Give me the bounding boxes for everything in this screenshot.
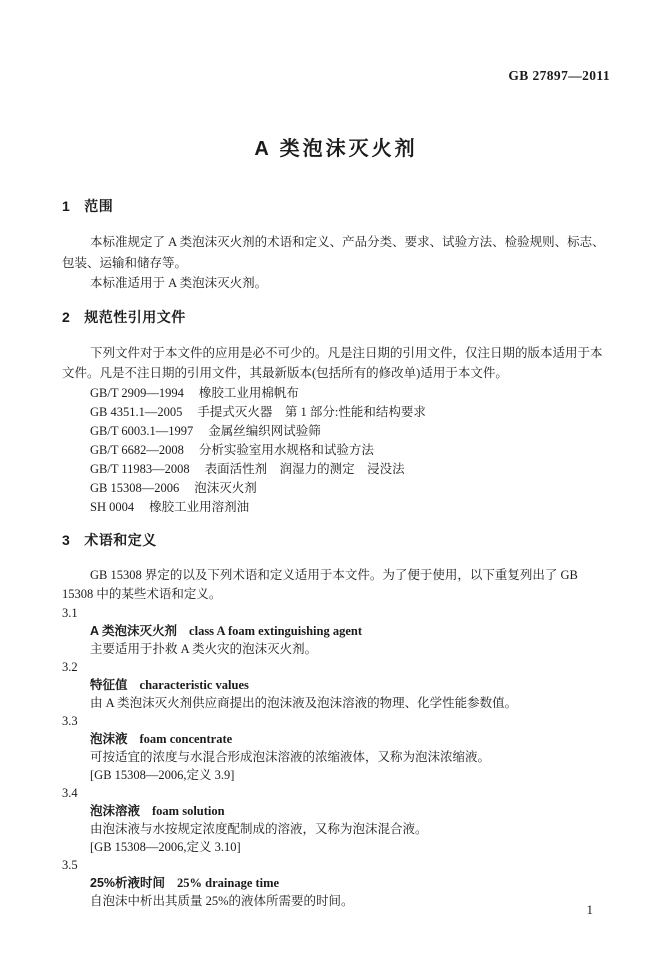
definition-body: 由泡沫液与水按规定浓度配制成的溶液，又称为泡沫混合液。 <box>90 821 428 836</box>
reference-title: 橡胶工业用棉帆布 <box>198 385 299 400</box>
section-number: 1 <box>62 198 71 214</box>
section-terms-definitions <box>62 530 610 910</box>
definition-body: 自泡沫中析出其质量 25%的液体所需要的时间。 <box>90 893 354 908</box>
term-chinese: 特征值 <box>90 677 128 692</box>
definition-source: [GB 15308—2006,定义 3.10] <box>90 839 241 854</box>
document-title: A 类泡沫灭火剂 <box>254 138 418 160</box>
section-terms-heading <box>62 530 610 550</box>
section-title: 范围 <box>84 198 114 214</box>
section-number: 2 <box>62 308 71 325</box>
term-english: characteristic values <box>139 677 249 692</box>
section-title: 术语和定义 <box>84 531 157 548</box>
definition-number: 3.1 <box>62 605 78 620</box>
section-number: 3 <box>62 531 71 548</box>
term-chinese: 25%析液时间 <box>90 875 166 890</box>
term-english: 25% drainage time <box>177 875 280 890</box>
definition-number: 3.2 <box>62 659 78 674</box>
page-number: 1 <box>586 902 593 917</box>
reference-title: 表面活性剂 润湿力的测定 浸没法 <box>204 461 405 476</box>
definition-body: 可按适宜的浓度与水混合形成泡沫溶液的浓缩液体，又称为泡沫浓缩液。 <box>90 749 491 764</box>
definition-source: [GB 15308—2006,定义 3.9] <box>90 767 235 782</box>
reference-item <box>62 422 610 441</box>
definition-item <box>62 658 610 712</box>
section-title: 规范性引用文件 <box>84 308 186 325</box>
reference-item <box>62 498 610 517</box>
reference-item <box>62 403 610 422</box>
section-references-heading <box>62 307 610 327</box>
reference-code: GB/T 11983—2008 <box>90 461 190 476</box>
term-chinese: 泡沫溶液 <box>90 803 141 818</box>
definition-item <box>62 712 610 784</box>
reference-code: GB 15308—2006 <box>90 480 180 495</box>
definition-body: 由 A 类泡沫灭火剂供应商提出的泡沫液及泡沫溶液的物理、化学性能参数值。 <box>90 695 518 710</box>
definition-number: 3.4 <box>62 785 78 800</box>
definition-body: 主要适用于扑救 A 类火灾的泡沫灭火剂。 <box>90 641 318 656</box>
term-english: foam solution <box>152 803 225 818</box>
term-english: class A foam extinguishing agent <box>189 623 362 638</box>
reference-item <box>62 460 610 479</box>
section-scope-heading <box>62 196 610 216</box>
term-chinese: 泡沫液 <box>90 731 128 746</box>
definition-term <box>62 874 610 892</box>
definition-item <box>62 604 610 658</box>
definition-term <box>62 802 610 820</box>
reference-title: 分析实验室用水规格和试验方法 <box>198 442 374 457</box>
definition-number: 3.5 <box>62 857 78 872</box>
term-english: foam concentrate <box>139 731 233 746</box>
definition-term <box>62 622 610 640</box>
reference-code: GB/T 6003.1—1997 <box>90 423 194 438</box>
definition-item <box>62 856 610 910</box>
reference-title: 泡沫灭火剂 <box>194 480 257 495</box>
paragraph: 下列文件对于本文件的应用是必不可少的。凡是注日期的引用文件，仅注日期的版本适用于本文件。凡是不注日期的引用文件，其最新版本(包括所有的修改单)适用于本文件。 <box>62 345 603 380</box>
definition-number: 3.3 <box>62 713 78 728</box>
reference-code: GB 4351.1—2005 <box>90 404 183 419</box>
paragraph: GB 15308 界定的以及下列术语和定义适用于本文件。为了便于使用，以下重复列出了 GB 15308 中的某些术语和定义。 <box>62 567 578 601</box>
paragraph: 本标准适用于 A 类泡沫灭火剂。 <box>90 276 268 290</box>
reference-title: 橡胶工业用溶剂油 <box>149 499 250 514</box>
definition-term <box>62 730 610 748</box>
definition-item <box>62 784 610 856</box>
section-scope <box>62 196 610 294</box>
standard-code: GB 27897—2011 <box>508 68 610 83</box>
reference-code: GB/T 6682—2008 <box>90 442 184 457</box>
reference-title: 金属丝编织网试验筛 <box>208 423 321 438</box>
reference-list <box>62 384 610 517</box>
definition-term <box>62 676 610 694</box>
section-normative-references <box>62 307 610 517</box>
definitions-list <box>62 604 610 910</box>
reference-code: SH 0004 <box>90 499 135 514</box>
paragraph: 本标准规定了 A 类泡沫灭火剂的术语和定义、产品分类、要求、试验方法、检验规则、标志、包装、运输和储存等。 <box>62 235 605 270</box>
reference-code: GB/T 2909—1994 <box>90 385 184 400</box>
reference-title: 手提式灭火器 第 1 部分:性能和结构要求 <box>197 404 426 419</box>
term-chinese: A 类泡沫灭火剂 <box>90 623 178 638</box>
reference-item <box>62 441 610 460</box>
reference-item <box>62 479 610 498</box>
reference-item <box>62 384 610 403</box>
